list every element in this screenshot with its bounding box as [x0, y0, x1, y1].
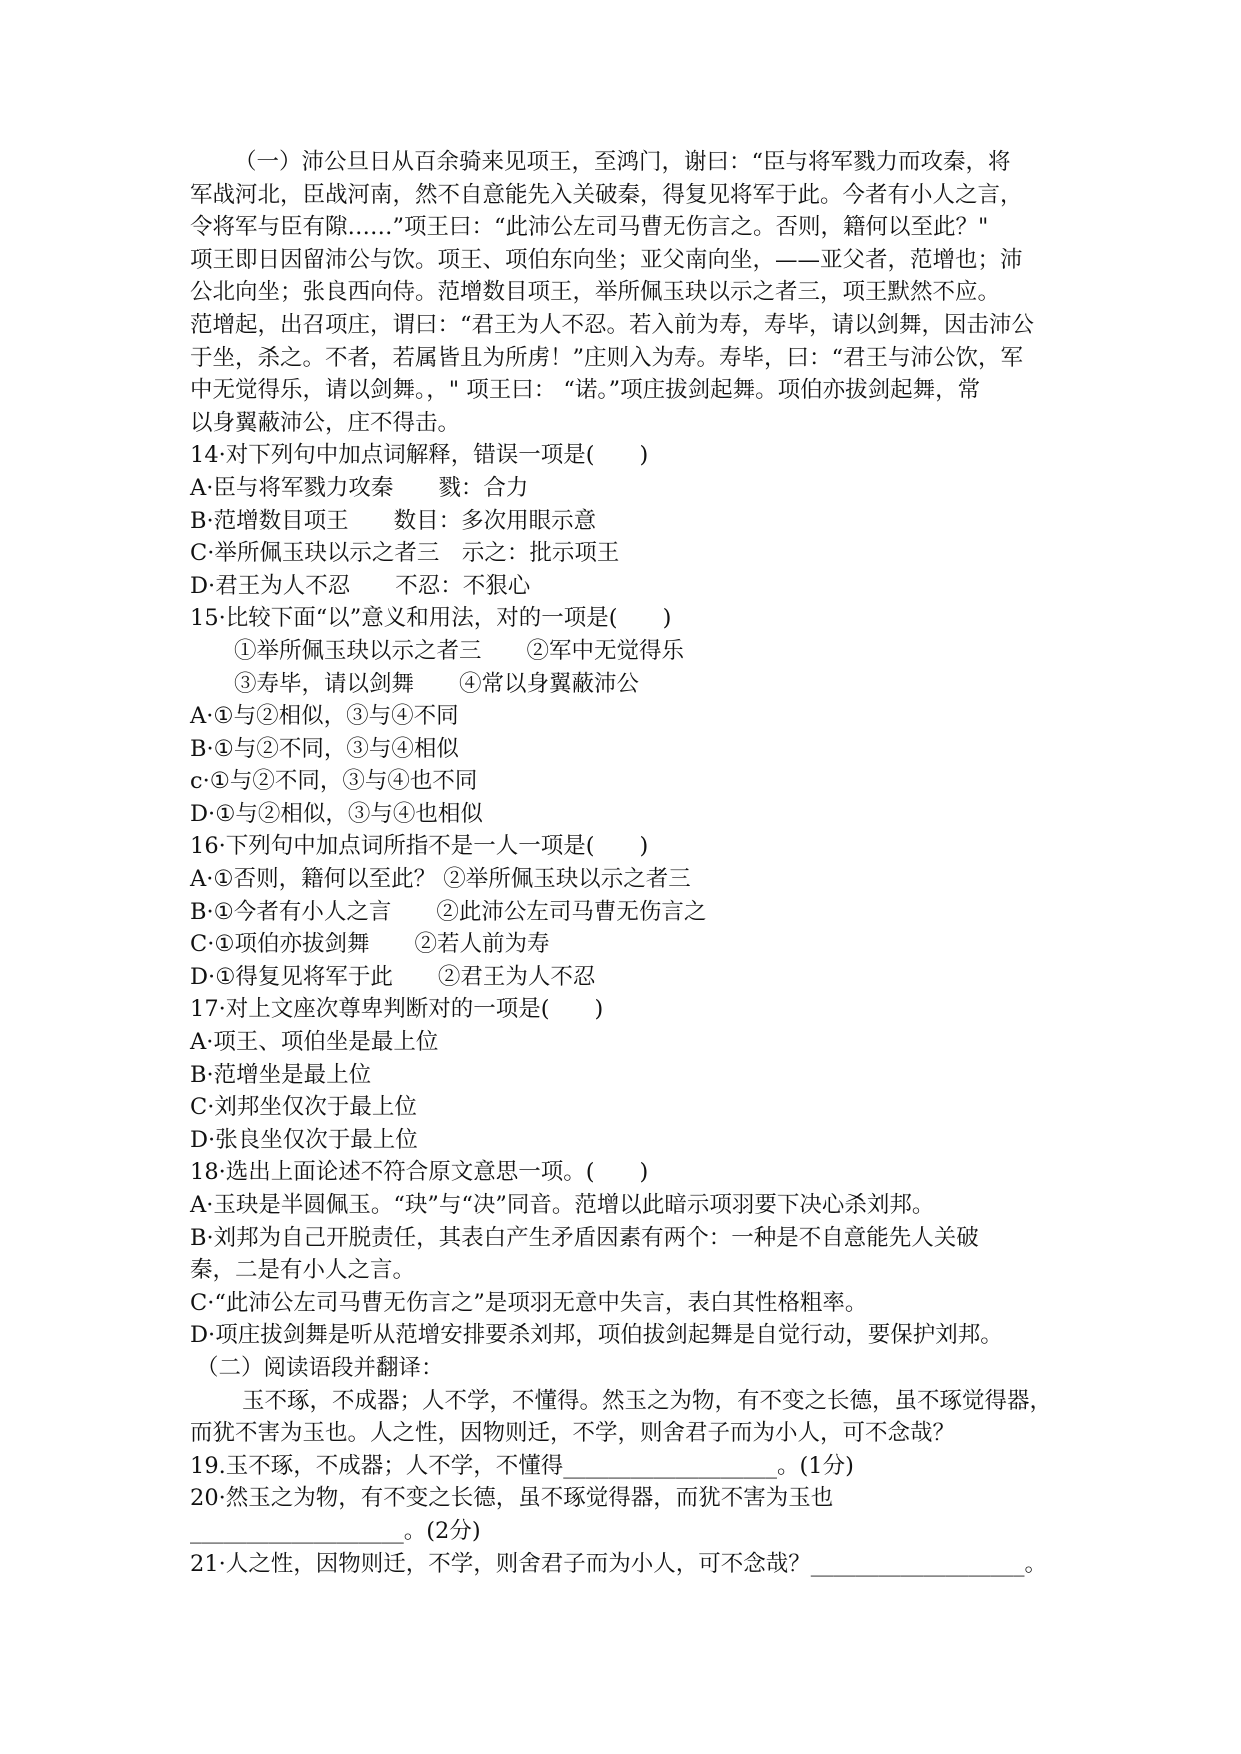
option-a: A·玉玦是半圆佩玉。“玦”与“决”同音。范增以此暗示项羽要下决心杀刘邦。 — [190, 1192, 935, 1218]
passage-line: 而犹不害为玉也。人之性，因物则迁，不学，则舍君子而为小人，可不念哉？ — [190, 1420, 956, 1447]
option-b: B·范增数目项王 数目：多次用眼示意 — [190, 507, 597, 534]
passage-line: （一）沛公旦日从百余骑来见项王，至鸿门，谢曰：“臣与将军戮力而攻秦，将 — [234, 149, 1011, 175]
passage-line: 令将军与臣有隙……”项王曰：“此沛公左司马曹无伤言之。否则，籍何以至此？" — [190, 214, 989, 241]
question-stem: 15·比较下面“以”意义和用法，对的一项是( ) — [190, 605, 672, 632]
option-c: C·“此沛公左司马曹无伤言之”是项羽无意中失言，表白其性格粗率。 — [190, 1289, 868, 1316]
question-20 — [190, 1482, 1070, 1547]
answer-blank: ___________________。(2分) — [190, 1517, 481, 1544]
question-19: 19.玉不琢，不成器；人不学，不懂得___________________。(1分) — [190, 1452, 854, 1479]
sub-items: ①举所佩玉玦以示之者三 ②军中无觉得乐 — [234, 637, 685, 664]
passage-line: 公北向坐；张良西向侍。范增数目项王，举所佩玉玦以示之者三，项王默然不应。 — [190, 279, 1001, 306]
option-d: D·①得复见将军于此 ②君王为人不忍 — [190, 963, 596, 990]
option-c: C·举所佩玉玦以示之者三 示之：批示项王 — [190, 540, 620, 567]
passage-line: 以身翼蔽沛公，庄不得击。 — [190, 409, 461, 436]
passage-line: 范增起，出召项庄，谓曰：“君王为人不忍。若入前为寿，寿毕，请以剑舞，因击沛公 — [190, 311, 1035, 338]
question-18 — [190, 1156, 1070, 1352]
question-text: 20·然玉之为物，有不变之长德，虽不琢觉得器，而犹不害为玉也 — [190, 1485, 834, 1512]
passage-line: 玉不琢，不成器；人不学，不懂得。然玉之为物，有不变之长德，虽不琢觉得器， — [242, 1387, 1053, 1414]
option-a: A·臣与将军戮力攻秦 戮：合力 — [190, 474, 529, 501]
passage-line: 项王即日因留沛公与饮。项王、项伯东向坐；亚父南向坐，——亚父者，范增也；沛 — [190, 246, 1023, 273]
option-c: c·①与②不同，③与④也不同 — [190, 768, 478, 795]
option-b: B·刘邦为自己开脱责任，其表白产生矛盾因素有两个：一种是不自意能先人关破 — [190, 1224, 979, 1251]
question-stem: 18·选出上面论述不符合原文意思一项。( ) — [190, 1159, 649, 1186]
option-a: A·项王、项伯坐是最上位 — [190, 1029, 439, 1056]
option-a: A·①否则，籍何以至此？ ②举所佩玉玦以示之者三 — [190, 866, 691, 893]
question-15 — [190, 602, 1070, 830]
question-stem: 17·对上文座次尊卑判断对的一项是( ) — [190, 996, 604, 1023]
option-b: B·①今者有小人之言 ②此沛公左司马曹无伤言之 — [190, 898, 707, 925]
sub-items: ③寿毕，请以剑舞 ④常以身翼蔽沛公 — [234, 670, 640, 697]
option-c: C·①项伯亦拔剑舞 ②若人前为寿 — [190, 931, 550, 958]
passage-1 — [190, 146, 1070, 439]
question-16 — [190, 830, 1070, 993]
passage-line: 中无觉得乐，请以剑舞。，" 项王曰： “诺。”项庄拔剑起舞。项伯亦拔剑起舞，常 — [190, 377, 981, 404]
section-heading: （二）阅读语段并翻译： — [196, 1354, 444, 1381]
question-stem: 14·对下列句中加点词解释，错误一项是( ) — [190, 442, 649, 469]
option-c: C·刘邦坐仅次于最上位 — [190, 1094, 417, 1121]
passage-line: 军战河北，臣战河南，然不自意能先入关破秦，得复见将军于此。今者有小人之言， — [190, 181, 1023, 208]
question-stem: 16·下列句中加点词所指不是一人一项是( ) — [190, 833, 649, 860]
option-d: D·君王为人不忍 不忍：不狠心 — [190, 572, 531, 599]
document-page — [190, 146, 1070, 1580]
passage-line: 于坐，杀之。不者，若属皆且为所虏！”庄则入为寿。寿毕，曰：“君王与沛公饮，军 — [190, 344, 1024, 371]
option-d: D·项庄拔剑舞是听从范增安排要杀刘邦，项伯拔剑起舞是自觉行动，要保护刘邦。 — [190, 1322, 1003, 1349]
option-b-continued: 秦，二是有小人之言。 — [190, 1257, 416, 1284]
option-d: D·①与②相似，③与④也相似 — [190, 800, 483, 827]
option-b: B·①与②不同，③与④相似 — [190, 735, 459, 762]
question-14 — [190, 439, 1070, 602]
section-2 — [190, 1352, 1070, 1450]
option-b: B·范增坐是最上位 — [190, 1061, 372, 1088]
question-21: 21·人之性，因物则迁，不学，则舍君子而为小人，可不念哉？___________________。 — [190, 1550, 1048, 1577]
option-d: D·张良坐仅次于最上位 — [190, 1126, 418, 1153]
question-17 — [190, 993, 1070, 1156]
option-a: A·①与②相似，③与④不同 — [190, 703, 459, 730]
